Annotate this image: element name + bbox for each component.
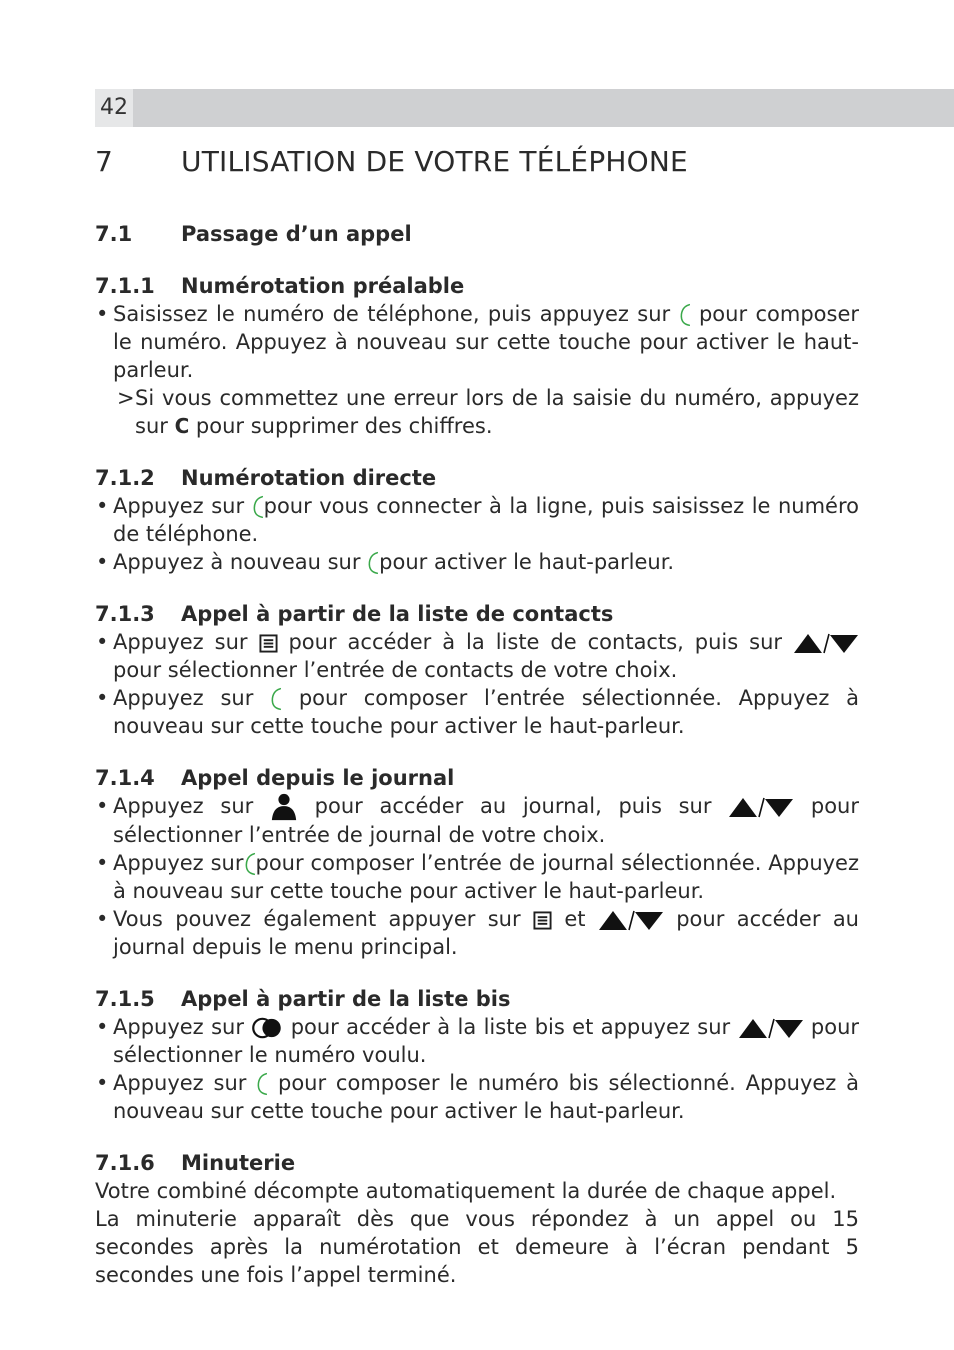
list-item xyxy=(95,684,859,740)
phone-call-icon xyxy=(270,686,282,712)
section-title: Numérotation préalable xyxy=(181,274,465,298)
list-item xyxy=(95,1069,859,1125)
list-item xyxy=(95,300,859,384)
section-heading xyxy=(95,272,859,300)
page-number: 42 xyxy=(95,89,133,127)
section-title: Passage d’un appel xyxy=(181,222,412,246)
text-span: Vous pouvez également appuyer sur xyxy=(113,907,533,931)
text-span: pour accéder à la liste bis et appuyez sur xyxy=(283,1015,738,1039)
text-span: pour composer le numéro bis sélectionné. Appuyez à nouveau sur cette touche pour activer le haut-parleur. xyxy=(113,1071,859,1123)
section-number: 7.1 xyxy=(95,222,133,246)
section-heading xyxy=(95,985,859,1013)
up-down-arrows-icon xyxy=(598,909,664,931)
section-number: 7.1.1 xyxy=(95,274,155,298)
menu-list-icon xyxy=(259,634,278,653)
section-heading xyxy=(95,220,859,248)
text-span: pour sélectionner l’entrée de contacts de votre choix. xyxy=(113,658,678,682)
section-title: Numérotation directe xyxy=(181,466,437,490)
text-span: et xyxy=(551,907,598,931)
text-span: Appuyez sur xyxy=(113,794,270,818)
section-heading xyxy=(95,764,859,792)
list-item xyxy=(95,492,859,548)
chapter-title xyxy=(95,140,859,184)
text-span: Appuyez sur xyxy=(113,1071,257,1095)
phone-call-icon xyxy=(679,302,691,328)
text-span: Appuyez sur xyxy=(113,494,252,518)
text-span: pour accéder au journal depuis le menu principal. xyxy=(113,907,859,959)
section-7-1-5 xyxy=(95,985,859,1125)
note xyxy=(95,384,859,440)
up-down-arrows-icon xyxy=(738,1017,804,1039)
text-span: Saisissez le numéro de téléphone, puis appuyez sur xyxy=(113,302,679,326)
section-heading xyxy=(95,1149,859,1177)
text-span: pour vous connecter à la ligne, puis saisissez le numéro de téléphone. xyxy=(113,494,859,546)
page-content xyxy=(95,140,859,1289)
list-item xyxy=(95,792,859,849)
text-span: pour accéder au journal, puis sur xyxy=(297,794,729,818)
section-heading xyxy=(95,600,859,628)
section-title: Appel depuis le journal xyxy=(181,766,455,790)
menu-list-icon xyxy=(533,911,552,930)
bullet-list xyxy=(95,300,859,384)
text-span: pour sélectionner le numéro voulu. xyxy=(113,1015,860,1067)
text-span: Appuyez sur xyxy=(113,630,259,654)
bullet-list xyxy=(95,1013,859,1125)
text-span: pour composer le numéro. Appuyez à nouveau sur cette touche pour activer le haut-parleur. xyxy=(113,302,859,382)
section-7-1-2 xyxy=(95,464,859,576)
phone-call-icon xyxy=(367,550,379,576)
section-7-1-1 xyxy=(95,272,859,440)
text-span: Appuyez sur xyxy=(113,686,271,710)
text-span: Appuyez sur xyxy=(113,851,244,875)
clear-key-label: C xyxy=(174,414,190,438)
text-span: Appuyez à nouveau sur xyxy=(113,550,368,574)
section-7-1 xyxy=(95,220,859,248)
paragraph: Votre combiné décompte automatiquement la durée de chaque appel. xyxy=(95,1179,837,1203)
section-7-1-6 xyxy=(95,1149,859,1289)
text-span: Si vous commettez une erreur lors de la saisie du numéro, appuyez sur xyxy=(135,386,859,438)
page-header-band xyxy=(95,89,954,127)
paragraph: La minuterie apparaît dès que vous répondez à un appel ou 15 secondes après la numérotation et demeure à l’écran pendant 5 secondes une fois l’appel terminé. xyxy=(95,1207,859,1287)
phone-call-icon xyxy=(244,851,256,877)
chapter-number: 7 xyxy=(95,145,114,178)
list-item xyxy=(95,1013,859,1069)
text-span: pour supprimer des chiffres. xyxy=(189,414,493,438)
section-7-1-3 xyxy=(95,600,859,740)
person-icon xyxy=(270,793,298,821)
up-down-arrows-icon xyxy=(793,632,859,654)
bullet-list xyxy=(95,792,859,961)
section-number: 7.1.4 xyxy=(95,766,155,790)
bullet-list xyxy=(95,628,859,740)
text-span: pour sélectionner l’entrée de journal de votre choix. xyxy=(113,794,859,847)
section-title: Minuterie xyxy=(181,1151,296,1175)
section-number: 7.1.2 xyxy=(95,466,155,490)
section-number: 7.1.6 xyxy=(95,1151,155,1175)
text-span: pour accéder à la liste de contacts, puis sur xyxy=(277,630,793,654)
text-span: pour composer l’entrée de journal sélectionnée. Appuyez à nouveau sur cette touche pour activer le haut-parleur. xyxy=(113,851,859,903)
chapter-title-text: UTILISATION DE VOTRE TÉLÉPHONE xyxy=(181,145,688,178)
section-title: Appel à partir de la liste de contacts xyxy=(181,602,614,626)
list-item xyxy=(95,548,859,576)
list-item xyxy=(95,849,859,905)
section-heading xyxy=(95,464,859,492)
list-item xyxy=(95,905,859,961)
section-number: 7.1.3 xyxy=(95,602,155,626)
section-title: Appel à partir de la liste bis xyxy=(181,987,511,1011)
section-7-1-4 xyxy=(95,764,859,961)
list-item xyxy=(95,628,859,684)
text-span: pour composer l’entrée sélectionnée. Appuyez à nouveau sur cette touche pour activer le haut-parleur. xyxy=(113,686,859,738)
section-number: 7.1.5 xyxy=(95,987,155,1011)
text-span: Appuyez sur xyxy=(113,1015,252,1039)
bullet-list xyxy=(95,492,859,576)
phone-call-icon xyxy=(256,1071,268,1097)
redial-icon xyxy=(251,1017,283,1039)
phone-call-icon xyxy=(252,494,264,520)
text-span: pour activer le haut-parleur. xyxy=(379,550,675,574)
up-down-arrows-icon xyxy=(728,796,794,818)
note-marker: > xyxy=(117,386,135,410)
